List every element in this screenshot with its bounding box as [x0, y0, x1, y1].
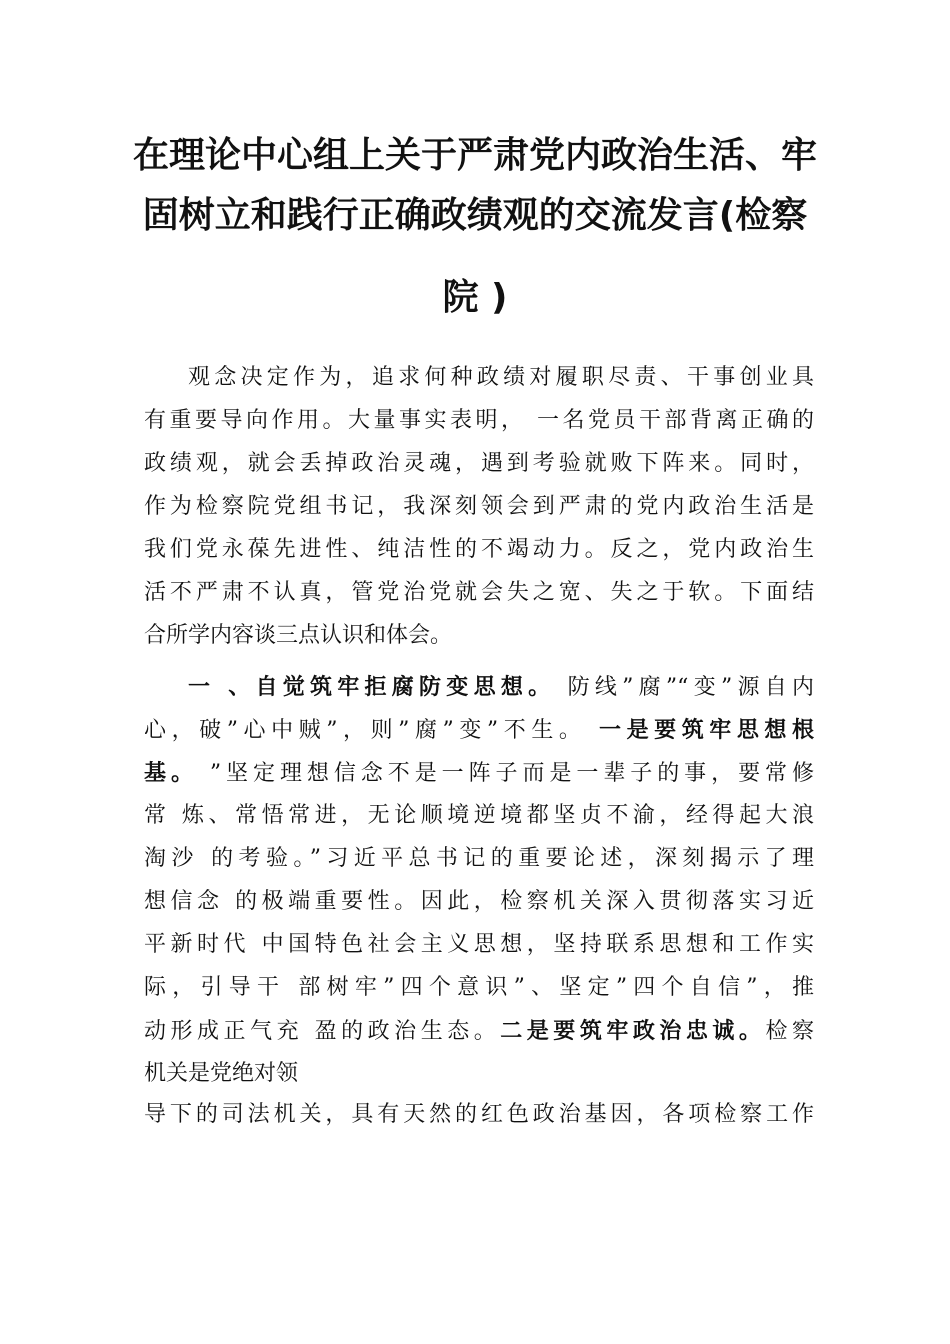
paragraph-2-line: 想信念 的极端重要性。因此，检察机关深入贯彻落实习近: [144, 889, 814, 914]
sub-point-2-heading: 二是要筑牢政治忠诚。: [500, 1018, 766, 1044]
paragraph-2-text: 检察: [765, 1019, 814, 1044]
paragraph-1-line: 合所学内容谈三点认识和体会。: [144, 623, 453, 648]
paragraph-2-line: 平新时代 中国特色社会主义思想，坚持联系思想和工作实: [144, 932, 814, 957]
paragraph-2-line: 淘沙 的考验。”习近平总书记的重要论述，深刻揭示了理: [144, 846, 814, 871]
paragraph-2-text: ”坚定理想信念不是一阵子而是一辈子的事，要常修: [197, 761, 814, 786]
paragraph-1-line: 政绩观，就会丢掉政治灵魂，遇到考验就败下阵来。同时，: [144, 451, 814, 476]
paragraph-2-line: [188, 672, 814, 703]
document-title-line-2: 固树立和践行正确政绩观的交流发言(检察: [142, 195, 808, 236]
paragraph-2-line: [144, 758, 814, 789]
paragraph-2-line: [144, 715, 814, 746]
sub-point-1-heading-end: 基。: [144, 760, 198, 786]
paragraph-2-text: 防线”腐”“变”源自内: [555, 675, 815, 700]
paragraph-2-line: [144, 1016, 814, 1047]
paragraph-2-line: 际，引导干 部树牢”四个意识”、坚定”四个自信”，推: [144, 975, 814, 1000]
sub-point-1-heading: 一是要筑牢思想根: [599, 717, 814, 743]
paragraph-1-line: 我们党永葆先进性、纯洁性的不竭动力。反之，党内政治生: [144, 537, 814, 562]
paragraph-2-text: 心，破”心中贼”，则”腐”变”不生。: [144, 718, 600, 743]
section-heading-1: 一 、自觉筑牢拒腐防变思想。: [188, 674, 556, 700]
paragraph-2-line: 导下的司法机关，具有天然的红色政治基因，各项检察工作: [144, 1102, 814, 1127]
document-title-line-3: 院 ): [442, 277, 508, 318]
paragraph-1-line: 活不严肃不认真，管党治党就会失之宽、失之于软。下面结: [144, 580, 814, 605]
document-title-line-1: 在理论中心组上关于严肃党内政治生活、牢: [132, 135, 817, 176]
paragraph-2-line: 机关是党绝对领: [144, 1061, 299, 1086]
paragraph-1-line: 有重要导向作用。大量事实表明， 一名党员干部背离正确的: [144, 408, 814, 433]
paragraph-1-line: 作为检察院党组书记，我深刻领会到严肃的党内政治生活是: [144, 494, 814, 519]
paragraph-2-line: 常 炼、常悟常进，无论顺境逆境都坚贞不渝，经得起大浪: [144, 803, 814, 828]
paragraph-2-text: 动形成正气充 盈的政治生态。: [144, 1019, 501, 1044]
paragraph-1-line: 观念决定作为，追求何种政绩对履职尽责、干事创业具: [188, 365, 814, 390]
